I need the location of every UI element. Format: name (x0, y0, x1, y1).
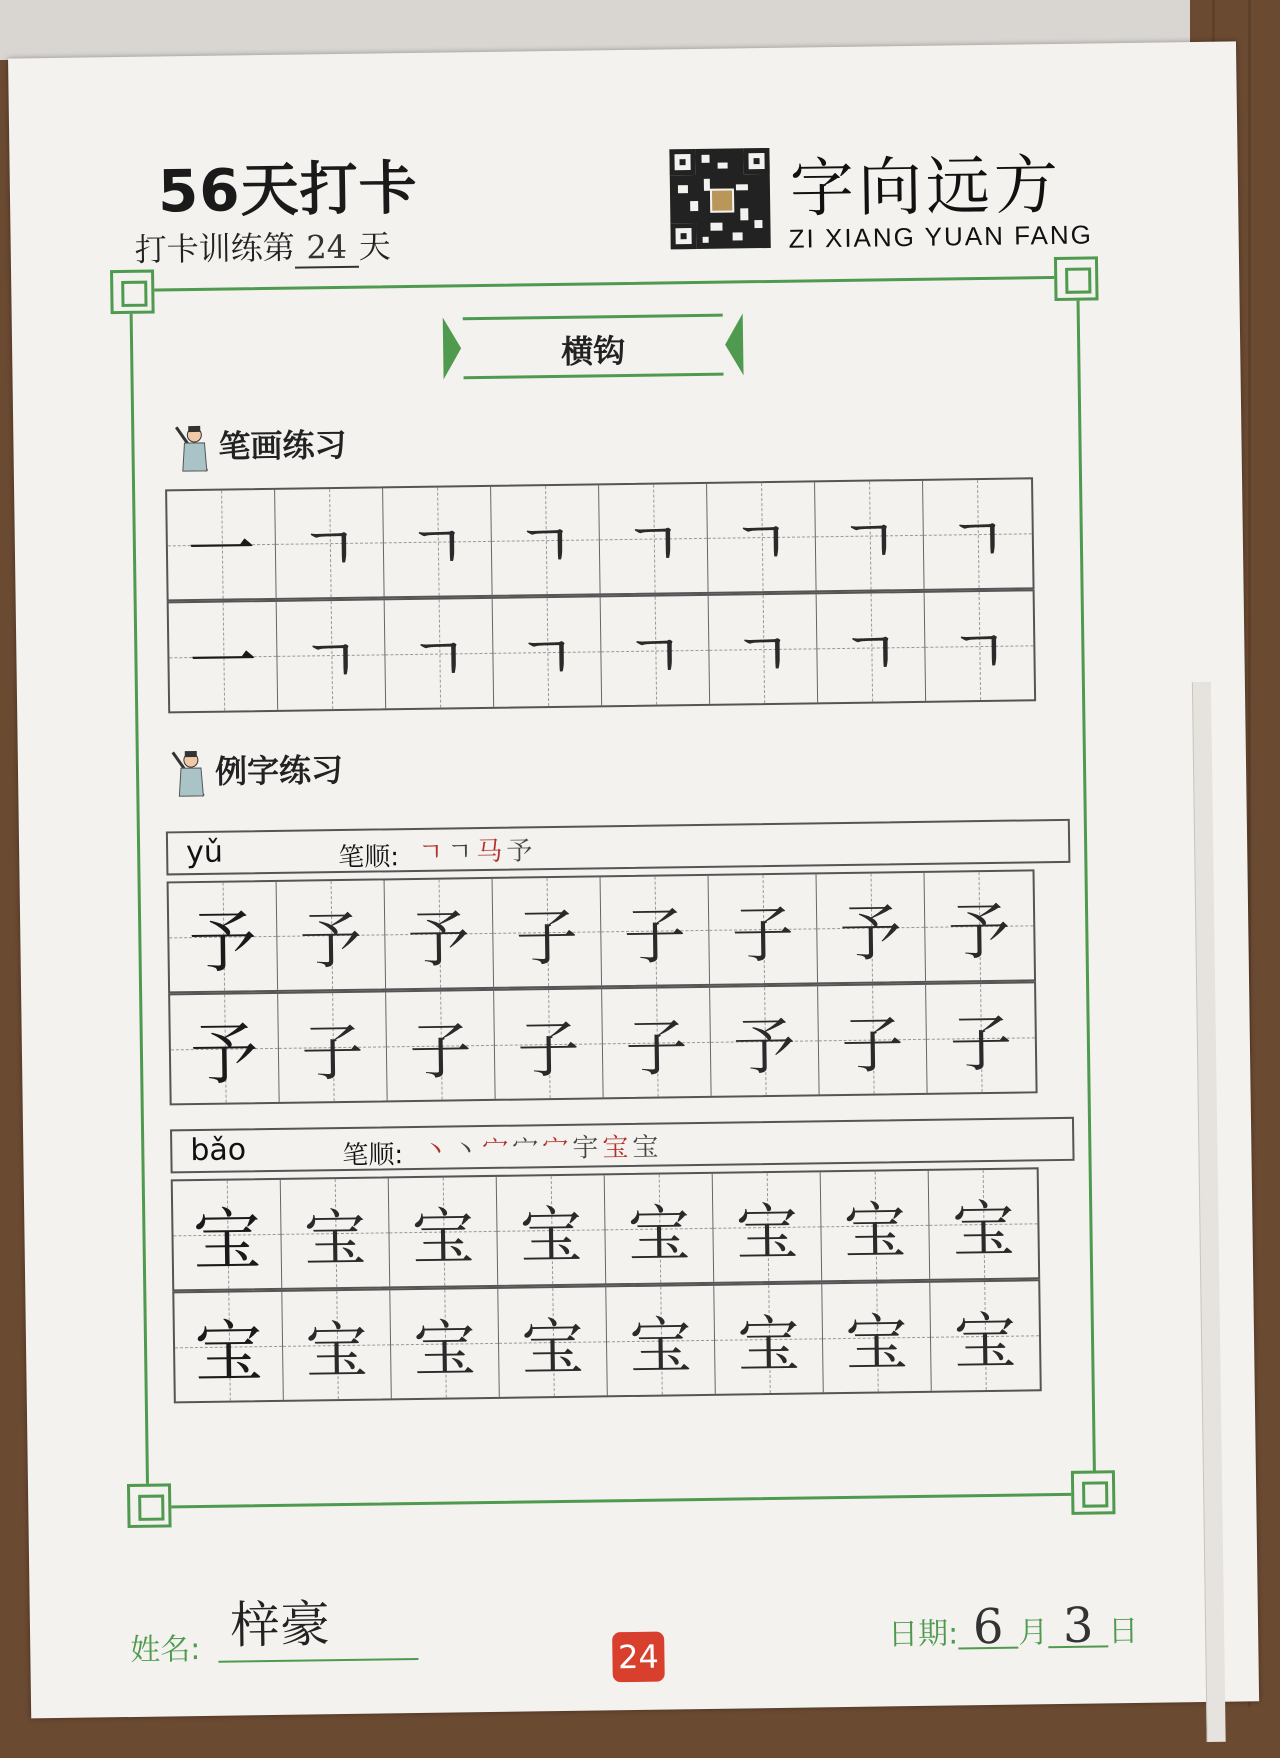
model-character: 一 (188, 622, 258, 703)
stroke-order-step: 宀 (512, 1134, 543, 1165)
stroke-title: 横钩 (560, 331, 626, 371)
handwritten-character: ㄱ (840, 615, 902, 690)
practice-cell (386, 991, 495, 1100)
practice-cell (390, 1289, 499, 1398)
day-number: 24 (294, 228, 359, 269)
stroke-grid-row (165, 477, 1034, 601)
handwritten-character: ㄱ (298, 511, 360, 586)
handwritten-character: 宝 (737, 1307, 801, 1382)
practice-cell (167, 490, 276, 599)
example-grid-row (167, 869, 1036, 993)
handwritten-character: 宝 (413, 1311, 477, 1386)
practice-cell (278, 992, 387, 1101)
brand-name: 字向远方 (789, 148, 1063, 227)
handwritten-character: ㄱ (622, 506, 684, 581)
handwritten-character: 予 (839, 895, 903, 970)
model-character: 宝 (192, 1200, 262, 1281)
handwritten-character: 予 (947, 894, 1011, 969)
student-name: 梓豪 (229, 1595, 331, 1655)
stroke-order-sequence (422, 1127, 663, 1167)
handwritten-character: 宝 (735, 1195, 799, 1270)
practice-cell (169, 882, 278, 991)
practice-cell (606, 1286, 715, 1395)
stroke-order-sequence (418, 830, 537, 869)
practice-cell (707, 482, 816, 591)
practice-cell (277, 880, 386, 989)
practice-cell (923, 479, 1032, 588)
model-character: 予 (189, 1014, 260, 1095)
section-label: 例字练习 (214, 750, 344, 791)
handwritten-character: ㄱ (947, 502, 1009, 576)
stroke-order-step: 丶 (422, 1135, 453, 1166)
qr-logo-icon (710, 188, 734, 212)
practice-cell (930, 1281, 1039, 1390)
frame-corner-ornament (1054, 256, 1099, 301)
handwritten-character: ㄱ (300, 623, 362, 698)
date-day: 3 (1048, 1605, 1109, 1648)
handwritten-character: ㄱ (408, 621, 470, 696)
practice-cell (821, 1171, 930, 1280)
stroke-order-step: 宀 (482, 1134, 513, 1166)
handwritten-character: ㄱ (732, 617, 794, 692)
practice-cell (709, 874, 818, 983)
practice-cell (170, 994, 279, 1103)
scholar-figure-icon (169, 746, 210, 803)
date-label: 日期: (887, 1616, 959, 1653)
practice-cell (818, 985, 927, 1094)
practice-cell (494, 989, 603, 1098)
name-underline (218, 1658, 418, 1663)
practice-cell (275, 488, 384, 597)
example-grid-row (172, 1279, 1041, 1403)
practice-cell (601, 596, 710, 705)
practice-cell (389, 1177, 498, 1286)
stroke-grid-row (167, 589, 1036, 713)
practice-cell (493, 877, 602, 986)
practice-cell (493, 597, 602, 706)
stroke-order-label: 笔顺: (342, 1140, 404, 1172)
practice-cell (282, 1290, 391, 1399)
practice-cell (601, 876, 710, 985)
day-prefix: 打卡训练第 (134, 228, 296, 269)
stroke-order-step: 宀 (542, 1133, 573, 1165)
scholar-figure-icon (172, 421, 213, 478)
handwritten-character: 宝 (411, 1199, 475, 1274)
practice-cell (926, 983, 1035, 1092)
frame-corner-ornament (110, 270, 155, 315)
handwritten-character: ㄱ (514, 508, 576, 583)
model-character: 一 (186, 510, 256, 591)
practice-cell (383, 487, 492, 596)
example-practice-heading (169, 744, 344, 802)
handwritten-character: 宝 (845, 1305, 909, 1380)
frame-corner-ornament (127, 1483, 172, 1528)
practice-cell (169, 602, 278, 711)
handwritten-character: 宝 (953, 1304, 1017, 1378)
practice-cell (929, 1169, 1038, 1278)
practice-cell (713, 1172, 822, 1281)
practice-cell (817, 593, 926, 702)
brand-pinyin: ZI XIANG YUAN FANG (788, 219, 1094, 254)
handwritten-character: 子 (623, 898, 687, 973)
handwritten-character: 子 (515, 900, 579, 975)
practice-cell (497, 1175, 606, 1284)
name-label: 姓名: (130, 1632, 201, 1669)
stroke-order-step: 宝 (602, 1132, 633, 1164)
handwritten-character: ㄱ (516, 620, 578, 695)
stroke-order-step: ㄱ (447, 837, 477, 868)
handwritten-character: 子 (408, 1013, 472, 1088)
stroke-order-label: 笔顺: (338, 842, 400, 874)
handwritten-character: 子 (840, 1007, 904, 1082)
handwritten-character: 子 (624, 1010, 688, 1085)
practice-cell (491, 485, 600, 594)
handwritten-character: 宝 (303, 1201, 367, 1276)
day-unit: 日 (1107, 1613, 1139, 1650)
handwritten-character: 宝 (951, 1192, 1016, 1266)
practice-cell (173, 1180, 282, 1289)
model-character: 宝 (194, 1312, 264, 1393)
handwritten-character: ㄱ (406, 509, 468, 584)
handwritten-character: 予 (407, 901, 471, 976)
frame-corner-ornament (1071, 1470, 1116, 1515)
practice-cell (925, 871, 1034, 980)
handwritten-character: 宝 (629, 1308, 693, 1383)
date-month: 6 (958, 1607, 1019, 1650)
stroke-order-bar (166, 819, 1071, 876)
practice-cell (385, 879, 494, 988)
handwritten-character: 宝 (843, 1193, 907, 1268)
handwritten-character: ㄱ (838, 503, 900, 578)
practice-cell (822, 1283, 931, 1392)
handwritten-character: ㄱ (948, 614, 1010, 688)
practice-cell (605, 1174, 714, 1283)
practice-cell (498, 1287, 607, 1396)
stroke-order-step: ㄱ (417, 837, 448, 868)
day-counter (134, 221, 391, 271)
handwritten-character: 予 (299, 903, 363, 978)
stroke-order-step: 宝 (632, 1132, 663, 1163)
qr-code-icon (669, 148, 770, 249)
handwritten-character: 子 (949, 1006, 1013, 1081)
practice-cell (599, 484, 708, 593)
practice-cell (281, 1178, 390, 1287)
stroke-practice-heading (172, 419, 347, 477)
pinyin: bǎo (190, 1132, 247, 1169)
practice-cell (277, 600, 386, 709)
date-field (887, 1597, 1139, 1656)
practice-cell (925, 591, 1034, 700)
stroke-order-bar (170, 1117, 1075, 1174)
handwritten-character: 子 (731, 897, 795, 972)
handwritten-character: ㄱ (624, 618, 686, 693)
handwritten-character: 宝 (305, 1313, 369, 1388)
stroke-order-step: 宇 (572, 1133, 603, 1164)
practice-cell (174, 1292, 283, 1401)
practice-cell (602, 988, 711, 1097)
month-unit: 月 (1018, 1615, 1049, 1651)
practice-cell (817, 873, 926, 982)
handwritten-character: 宝 (521, 1310, 585, 1385)
page-number-badge: 24 (612, 1632, 665, 1683)
practice-cell (815, 481, 924, 590)
stroke-order-step: 马 (476, 836, 507, 868)
section-label: 笔画练习 (218, 425, 347, 466)
page-title: 56天打卡 (157, 153, 419, 226)
handwritten-character: 子 (300, 1015, 364, 1090)
day-suffix: 天 (358, 227, 392, 266)
handwritten-character: 子 (516, 1012, 580, 1087)
practice-cell (385, 599, 494, 708)
practice-cell (710, 986, 819, 1095)
handwritten-character: ㄱ (730, 505, 792, 580)
practice-frame (129, 276, 1096, 1509)
stroke-order-step: 丶 (452, 1135, 483, 1166)
page-stack-edge (1192, 682, 1226, 1742)
model-character: 予 (188, 902, 258, 983)
stroke-order-step: 予 (506, 836, 537, 867)
practice-cell (714, 1284, 823, 1393)
stroke-title-banner (463, 314, 724, 380)
example-grid-row (171, 1167, 1040, 1291)
practice-page (8, 41, 1259, 1718)
practice-cell (709, 594, 818, 703)
handwritten-character: 宝 (627, 1196, 691, 1271)
pinyin: yǔ (185, 834, 224, 871)
example-grid-row (168, 981, 1037, 1105)
handwritten-character: 予 (732, 1009, 796, 1084)
handwritten-character: 宝 (519, 1198, 583, 1273)
